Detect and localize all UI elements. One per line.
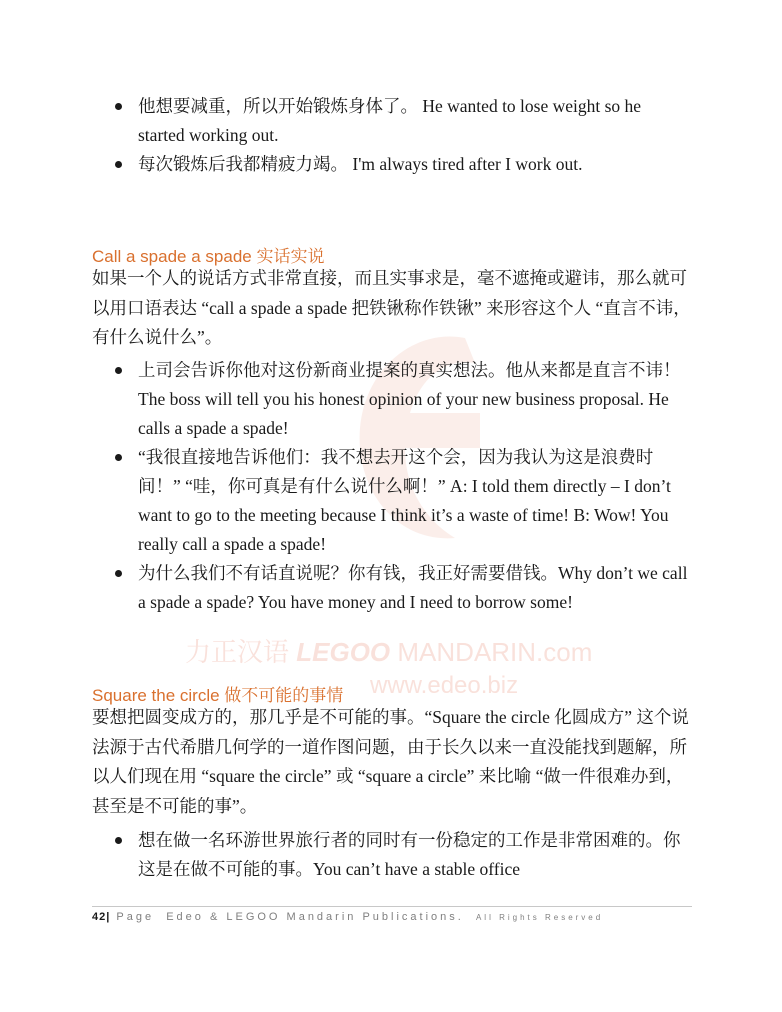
page-number: 42 [92, 911, 107, 923]
bullet-icon [115, 454, 122, 461]
list-item: 每次锻炼后我都精疲力竭。 I'm always tired after I work out. [112, 150, 692, 179]
list-item: 上司会告诉你他对这份新商业提案的真实想法。他从来都是直言不讳！ The boss will tell you his honest opinion of your new business proposal. He calls a spade a spade! [112, 356, 692, 443]
list-item: 为什么我们不有话直说呢？你有钱，我正好需要借钱。Why don’t we call a spade a spade? You have money and I need to borrow some! [112, 559, 692, 617]
page-footer [92, 906, 692, 923]
call-a-spade-bullet-list [112, 356, 692, 617]
publisher-text: Edeo & LEGOO Mandarin Publications. [166, 911, 464, 923]
square-the-circle-bullet-list [112, 826, 692, 884]
list-item: 想在做一名环游世界旅行者的同时有一份稳定的工作是非常困难的。你这是在做不可能的事。You can’t have a stable office [112, 826, 692, 884]
bullet-icon [115, 367, 122, 374]
section-intro-square-the-circle: 要想把圆变成方的，那几乎是不可能的事。“Square the circle 化圆成方” 这个说法源于古代希腊几何学的一道作图问题，由于长久以来一直没能找到题解，所以人们现在用 “square the circle” 或 “square a circle” 来比喻 “做一件很难办到，甚至是不可能的事”。 [92, 707, 689, 816]
list-item: “我很直接地告诉他们：我不想去开这个会，因为我认为这是浪费时间！” “哇，你可真是有什么说什么啊！” A: I told them directly – I don’t want to go to the meeting because I think it’s a waste of time! B: Wow! You really call a spade a spade! [112, 443, 692, 559]
section-heading-square-the-circle: Square the circle 做不可能的事情 [92, 686, 344, 705]
page-word: Page [116, 911, 155, 923]
bullet-icon [115, 161, 122, 168]
list-item: 他想要减重，所以开始锻炼身体了。 He wanted to lose weight so he started working out. [112, 92, 692, 150]
footer-separator: | [106, 911, 111, 923]
bullet-icon [115, 103, 122, 110]
section-heading-call-a-spade: Call a spade a spade 实话实说 [92, 247, 325, 266]
bullet-icon [115, 570, 122, 577]
bullet-icon [115, 837, 122, 844]
top-bullet-list [112, 92, 692, 179]
watermark-line-2: www.edeo.biz [370, 672, 519, 699]
watermark-line-1: 力正汉语 LEGOO MANDARIN.com [185, 637, 593, 667]
section-intro-call-a-spade: 如果一个人的说话方式非常直接，而且实事求是，毫不遮掩或避讳，那么就可以用口语表达 “call a spade a spade 把铁锹称作铁锹” 来形容这个人 “直言不讳，有什么说什么”。 [92, 268, 691, 347]
rights-text: All Rights Reserved [475, 913, 604, 922]
